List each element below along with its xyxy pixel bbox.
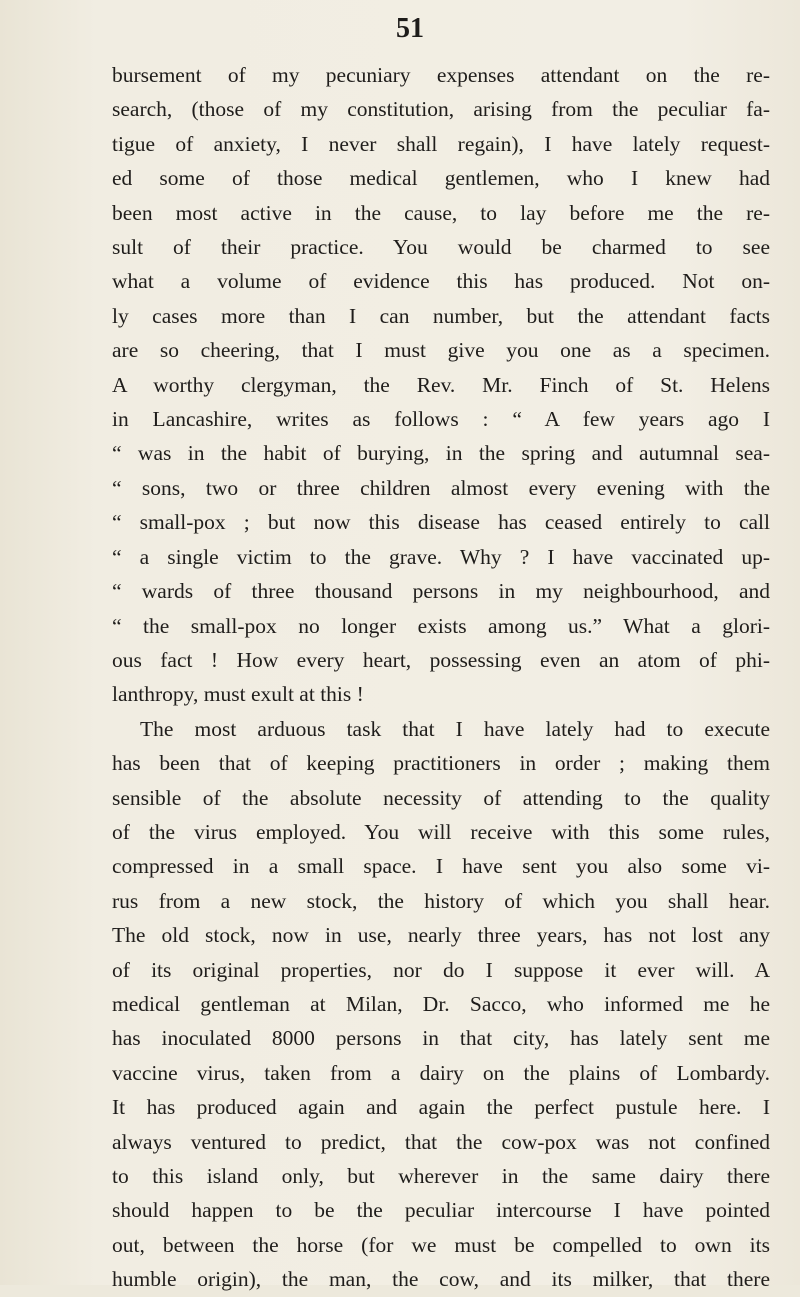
text-line: The most arduous task that I have lately had to execute bbox=[140, 716, 770, 741]
text-line: search, (those of my constitution, arising from the peculiar fa- bbox=[112, 97, 770, 122]
text-line: to this island only, but wherever in the same dairy there bbox=[112, 1164, 770, 1188]
text-line: “ was in the habit of burying, in the spring and autumnal sea- bbox=[112, 441, 770, 466]
text-line: It has produced again and again the perfect pustule here. I bbox=[112, 1095, 770, 1120]
text-line: sensible of the absolute necessity of attending to the quality bbox=[112, 785, 770, 810]
text-line: has been that of keeping practitioners in order ; making them bbox=[112, 751, 770, 776]
text-line: “ sons, two or three children almost every evening with the bbox=[112, 475, 770, 500]
text-line: “ wards of three thousand persons in my neighbourhood, and bbox=[112, 579, 770, 604]
text-line: ly cases more than I can number, but the attendant facts bbox=[112, 303, 770, 328]
text-line: bursement of my pecuniary expenses attendant on the re- bbox=[112, 63, 770, 87]
text-line: “ a single victim to the grave. Why ? I have vaccinated up- bbox=[112, 544, 770, 569]
text-line: in Lancashire, writes as follows : “ A few years ago I bbox=[112, 407, 770, 432]
text-line: should happen to be the peculiar intercourse I have pointed bbox=[112, 1198, 770, 1223]
text-line: rus from a new stock, the history of which you shall hear. bbox=[112, 888, 770, 913]
text-line: The old stock, now in use, nearly three years, has not lost any bbox=[112, 923, 770, 948]
text-line: tigue of anxiety, I never shall regain), I have lately request- bbox=[112, 131, 770, 156]
text-line: ed some of those medical gentlemen, who I knew had bbox=[112, 166, 770, 191]
text-line: vaccine virus, taken from a dairy on the plains of Lombardy. bbox=[112, 1060, 770, 1085]
text-line: of its original properties, nor do I suppose it ever will. A bbox=[112, 957, 770, 982]
paragraph-2 bbox=[112, 712, 770, 1297]
text-line: what a volume of evidence this has produced. Not on- bbox=[112, 269, 770, 294]
text-line: humble origin), the man, the cow, and its milker, that there bbox=[112, 1267, 770, 1292]
text-line: sult of their practice. You would be charmed to see bbox=[112, 235, 770, 260]
text-line: out, between the horse (for we must be compelled to own its bbox=[112, 1232, 770, 1257]
text-line: always ventured to predict, that the cow-pox was not confined bbox=[112, 1129, 770, 1154]
text-line: been most active in the cause, to lay before me the re- bbox=[112, 200, 770, 225]
text-line: “ small-pox ; but now this disease has ceased entirely to call bbox=[112, 510, 770, 535]
page-number: 51 bbox=[396, 13, 424, 44]
text-line: compressed in a small space. I have sent you also some vi- bbox=[112, 854, 770, 879]
text-line: has inoculated 8000 persons in that city, has lately sent me bbox=[112, 1026, 770, 1051]
text-line: ous fact ! How every heart, possessing even an atom of phi- bbox=[112, 647, 770, 672]
text-line: “ the small-pox no longer exists among us.” What a glori- bbox=[112, 613, 770, 638]
page-body bbox=[112, 58, 770, 1297]
text-line: medical gentleman at Milan, Dr. Sacco, who informed me he bbox=[112, 991, 770, 1016]
paragraph-1 bbox=[112, 58, 770, 712]
text-line: A worthy clergyman, the Rev. Mr. Finch of St. Helens bbox=[112, 372, 770, 397]
text-line: of the virus employed. You will receive with this some rules, bbox=[112, 819, 770, 844]
text-line: lanthropy, must exult at this ! bbox=[112, 682, 364, 707]
text-line: are so cheering, that I must give you one as a specimen. bbox=[112, 338, 770, 363]
